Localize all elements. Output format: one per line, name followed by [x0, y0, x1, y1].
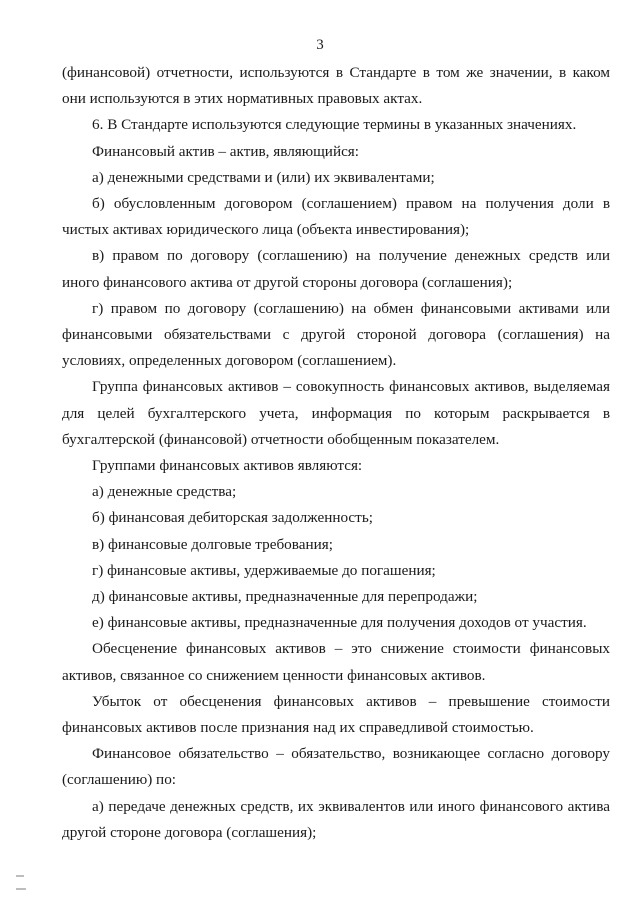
paragraph: Финансовый актив – актив, являющийся: [92, 142, 360, 160]
list-item: а) денежными средствами и (или) их эквивалентами; [92, 168, 435, 186]
list-item: в) финансовые долговые требования; [92, 535, 333, 553]
list-item: д) финансовые активы, предназначенные для перепродажи; [92, 588, 478, 606]
scan-mark [16, 875, 24, 877]
list-item: б) финансовая дебиторская задолженность; [92, 509, 373, 527]
paragraph: Группа финансовых активов – совокупность финансовых активов, выделяемая для целей бухгалтерского учета, информация по которым раскрывается в бухгалтерской (финансовой) отчетности обобщенным показателем. [62, 378, 610, 448]
paragraph: Группами финансовых активов являются: [92, 457, 363, 475]
paragraph: 6. В Стандарте используются следующие термины в указанных значениях. [92, 116, 577, 134]
paragraph: (финансовой) отчетности, используются в Стандарте в том же значении, в каком они используются в этих нормативных правовых актах. [62, 64, 610, 108]
document-body [62, 60, 610, 846]
page-number: 3 [316, 37, 324, 53]
list-item: г) финансовые активы, удерживаемые до погашения; [92, 561, 436, 579]
paragraph: Финансовое обязательство – обязательство, возникающее согласно договору (соглашению) по: [62, 745, 610, 789]
list-item: а) передаче денежных средств, их эквивалентов или иного финансового актива другой стороне договора (соглашения); [62, 797, 610, 841]
paragraph: Убыток от обесценения финансовых активов – превышение стоимости финансовых активов после признания над их справедливой стоимостью. [62, 692, 610, 737]
list-item: е) финансовые активы, предназначенные для получения доходов от участия. [92, 614, 587, 632]
scan-mark [16, 888, 26, 890]
paragraph: Обесценение финансовых активов – это снижение стоимости финансовых активов, связанное со снижением ценности финансовых активов. [62, 640, 610, 684]
list-item: г) правом по договору (соглашению) на обмен финансовыми активами или финансовыми обязательствами с другой стороной договора (соглашения) на условиях, определенных договором (соглашением). [62, 299, 610, 370]
list-item: в) правом по договору (соглашению) на получение денежных средств или иного финансового актива от другой стороны договора (соглашения); [62, 247, 610, 291]
list-item: а) денежные средства; [92, 483, 237, 501]
list-item: б) обусловленным договором (соглашением) правом на получения доли в чистых активах юридического лица (объекта инвестирования); [62, 195, 610, 239]
